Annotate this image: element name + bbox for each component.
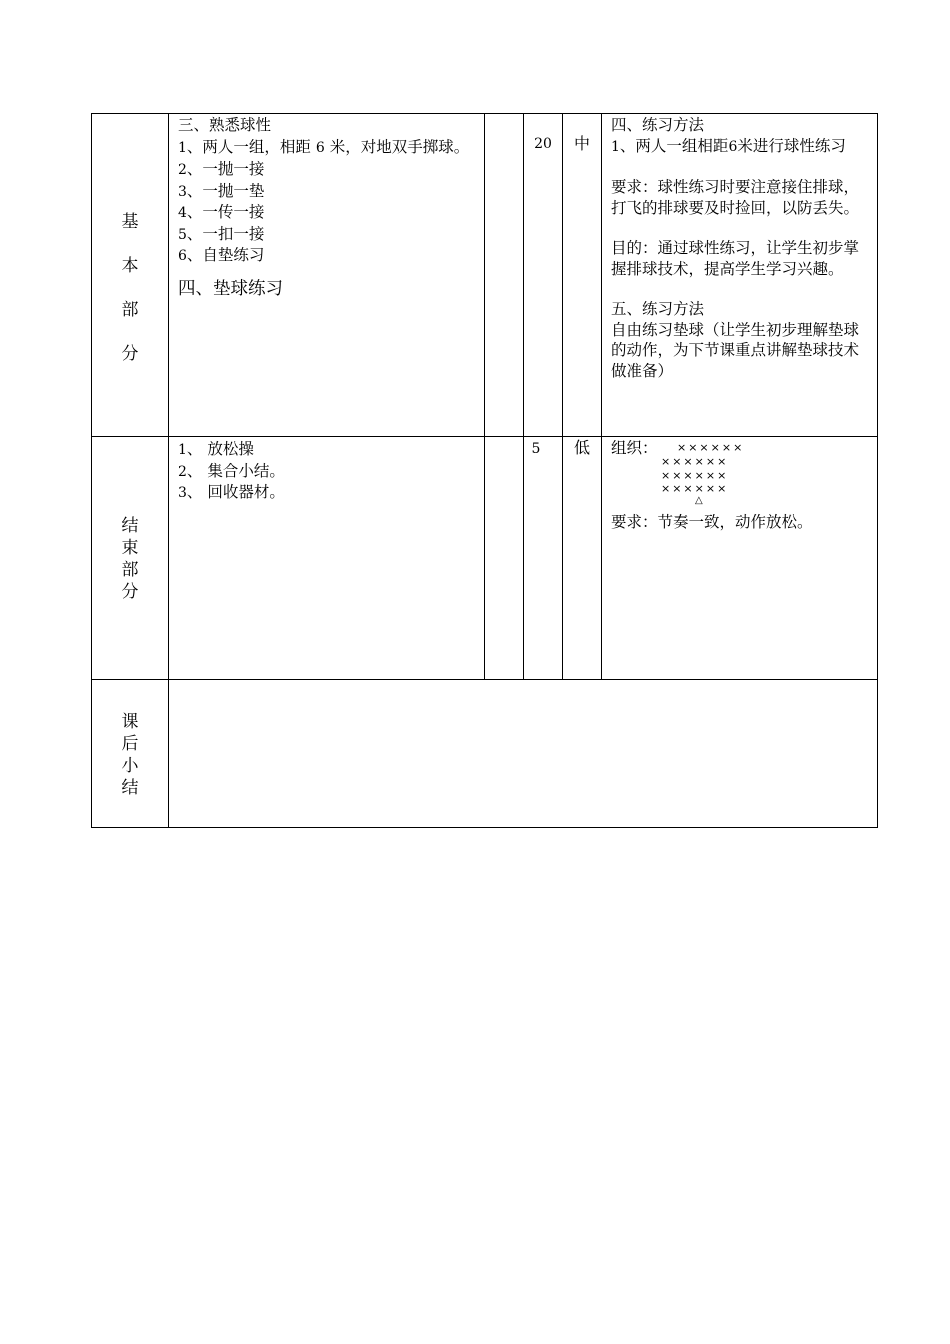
content-item: 6、自垫练习 xyxy=(178,246,265,264)
method-requirement: 要求：球性练习时要注意接住排球，打飞的排球要及时捡回，以防丢失。 xyxy=(611,178,860,217)
basic-method xyxy=(611,115,873,381)
content-item: 3、 回收器材。 xyxy=(178,483,285,501)
content-item: 2、一抛一接 xyxy=(178,160,265,178)
ending-time: 5 xyxy=(531,441,541,457)
formation-row: ×××××× xyxy=(661,455,729,468)
ending-requirement: 要求：节奏一致，动作放松。 xyxy=(611,513,813,531)
method-line: 1、两人一组相距6米进行球性练习 xyxy=(611,136,846,155)
formation-row: ×××××× xyxy=(661,482,729,495)
label-char: 小 xyxy=(121,756,139,776)
label-char: 本 xyxy=(121,256,139,276)
content-heading: 三、熟悉球性 xyxy=(178,116,272,134)
content-item: 3、一抛一垫 xyxy=(178,181,265,200)
label-char: 后 xyxy=(121,734,139,754)
content-item: 5、一扣一接 xyxy=(178,224,265,243)
ending-intensity: 低 xyxy=(573,438,590,457)
formation-row: ×××××× xyxy=(677,441,745,454)
method-purpose: 目的：通过球性练习，让学生初步掌握排球技术，提高学生学习兴趣。 xyxy=(611,239,860,278)
label-char: 结 xyxy=(121,516,139,536)
label-char: 束 xyxy=(121,538,139,558)
basic-intensity: 中 xyxy=(573,134,590,153)
method-title: 四、练习方法 xyxy=(611,116,705,134)
label-char: 部 xyxy=(121,300,139,320)
formation-row: ×××××× xyxy=(661,469,729,482)
label-char: 部 xyxy=(121,560,139,580)
basic-time: 20 xyxy=(534,136,552,152)
label-char: 课 xyxy=(121,712,139,732)
method-title-2: 五、练习方法 xyxy=(611,300,705,318)
basic-content xyxy=(178,115,480,301)
content-heading-2: 四、垫球练习 xyxy=(178,278,283,299)
section-label-basic xyxy=(92,200,168,376)
label-char: 基 xyxy=(121,212,139,232)
section-label-ending xyxy=(92,515,168,603)
label-char: 分 xyxy=(121,582,139,602)
label-char: 结 xyxy=(121,778,139,798)
ending-organization-label: 组织： xyxy=(611,439,658,457)
teacher-triangle-icon: △ xyxy=(695,495,705,506)
section-label-summary xyxy=(92,711,168,799)
content-item: 2、 集合小结。 xyxy=(178,461,285,480)
content-item: 1、 放松操 xyxy=(178,440,254,458)
content-item: 1、两人一组，相距 6 米，对地双手掷球。 xyxy=(178,137,470,156)
content-item: 4、一传一接 xyxy=(178,203,265,221)
ending-content xyxy=(178,439,480,504)
method-free-practice: 自由练习垫球（让学生初步理解垫球的动作，为下节课重点讲解垫球技术做准备） xyxy=(611,320,860,380)
summary-content xyxy=(178,690,868,820)
label-char: 分 xyxy=(121,344,139,364)
